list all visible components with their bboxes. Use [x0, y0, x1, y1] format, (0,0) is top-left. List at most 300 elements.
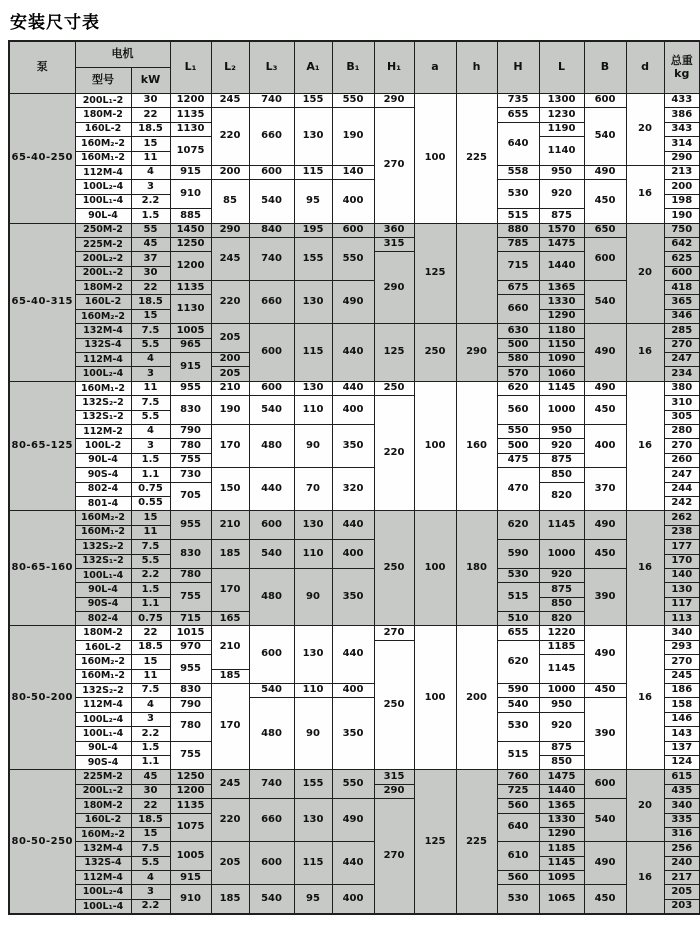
- table-cell: 1440: [539, 252, 584, 281]
- table-cell: 18.5: [131, 295, 170, 309]
- model-cell: 90L-4: [75, 583, 131, 597]
- table-cell: 950: [539, 424, 584, 438]
- model-cell: 180M-2: [75, 108, 131, 122]
- table-cell: 262: [664, 511, 700, 525]
- table-cell: 150: [211, 468, 249, 511]
- table-cell: 1005: [170, 324, 211, 338]
- table-cell: 1180: [539, 324, 584, 338]
- table-cell: 1145: [539, 381, 584, 395]
- table-cell: 360: [374, 223, 414, 237]
- table-cell: 315: [374, 770, 414, 784]
- col-header-L3: L₃: [249, 41, 294, 94]
- table-cell: 1145: [539, 856, 584, 870]
- table-cell: 1145: [539, 511, 584, 540]
- table-cell: 1300: [539, 94, 584, 108]
- model-cell: 200L₁-2: [75, 784, 131, 798]
- table-cell: 335: [664, 813, 700, 827]
- table-cell: 1475: [539, 770, 584, 784]
- table-cell: 198: [664, 194, 700, 208]
- model-cell: 100L₁-4: [75, 194, 131, 208]
- table-cell: 346: [664, 309, 700, 323]
- pump-cell: 80-50-200: [9, 626, 75, 770]
- table-cell: 293: [664, 640, 700, 654]
- table-cell: 490: [584, 165, 626, 179]
- model-cell: 160M₂-2: [75, 137, 131, 151]
- table-cell: 1000: [539, 540, 584, 569]
- model-cell: 250M-2: [75, 223, 131, 237]
- table-cell: 170: [211, 424, 249, 467]
- table-cell: 400: [332, 396, 374, 425]
- table-cell: 790: [170, 698, 211, 712]
- table-cell: 155: [294, 237, 332, 280]
- model-cell: 100L₂-4: [75, 180, 131, 194]
- table-cell: 650: [584, 223, 626, 237]
- table-cell: 22: [131, 626, 170, 640]
- pump-cell: 65-40-315: [9, 223, 75, 381]
- table-cell: 205: [211, 367, 249, 381]
- table-cell: 440: [332, 324, 374, 382]
- table-cell: 70: [294, 468, 332, 511]
- table-cell: 245: [211, 770, 249, 799]
- col-header-L: L: [539, 41, 584, 94]
- table-cell: 350: [332, 424, 374, 467]
- table-cell: 600: [584, 770, 626, 799]
- table-cell: 715: [497, 252, 539, 281]
- table-cell: 113: [664, 612, 700, 626]
- col-header-B: B: [584, 41, 626, 94]
- table-cell: 4: [131, 353, 170, 367]
- table-cell: 450: [584, 885, 626, 914]
- table-cell: 450: [584, 540, 626, 569]
- model-cell: 112M-2: [75, 424, 131, 438]
- table-cell: 245: [211, 94, 249, 108]
- table-cell: 450: [584, 396, 626, 425]
- model-cell: 160M₂-2: [75, 655, 131, 669]
- model-cell: 112M-4: [75, 698, 131, 712]
- table-cell: 386: [664, 108, 700, 122]
- model-cell: 112M-4: [75, 353, 131, 367]
- table-cell: 290: [211, 223, 249, 237]
- table-cell: 340: [664, 626, 700, 640]
- table-cell: 4: [131, 165, 170, 179]
- table-cell: 1000: [539, 684, 584, 698]
- table-cell: 158: [664, 698, 700, 712]
- table-cell: 100: [414, 626, 456, 770]
- table-cell: 95: [294, 180, 332, 223]
- table-cell: 675: [497, 281, 539, 295]
- table-cell: 1290: [539, 827, 584, 841]
- table-cell: 11: [131, 525, 170, 539]
- model-cell: 801-4: [75, 496, 131, 510]
- table-cell: 480: [249, 568, 294, 626]
- table-cell: 3: [131, 885, 170, 899]
- table-cell: 440: [332, 381, 374, 395]
- col-header-h: h: [456, 41, 497, 94]
- table-cell: 970: [170, 640, 211, 654]
- table-cell: 1365: [539, 799, 584, 813]
- table-cell: 1220: [539, 626, 584, 640]
- table-cell: 490: [584, 626, 626, 684]
- model-cell: 132M-4: [75, 324, 131, 338]
- table-cell: 16: [626, 626, 664, 770]
- table-cell: 130: [664, 583, 700, 597]
- model-cell: 100L₂-4: [75, 712, 131, 726]
- table-cell: 30: [131, 784, 170, 798]
- table-cell: 220: [211, 281, 249, 324]
- table-cell: 450: [584, 180, 626, 223]
- table-cell: 5.5: [131, 554, 170, 568]
- table-cell: 7.5: [131, 842, 170, 856]
- table-cell: 2.2: [131, 899, 170, 914]
- table-cell: 242: [664, 496, 700, 510]
- table-cell: 250: [374, 511, 414, 626]
- model-cell: 160M₁-2: [75, 381, 131, 395]
- table-cell: 920: [539, 568, 584, 582]
- col-header-model: 型号: [75, 68, 131, 94]
- model-cell: 180M-2: [75, 281, 131, 295]
- table-cell: 110: [294, 396, 332, 425]
- col-header-motor: 电机: [75, 41, 170, 68]
- table-cell: 155: [294, 94, 332, 108]
- table-cell: 256: [664, 842, 700, 856]
- table-cell: 620: [497, 381, 539, 395]
- table-cell: 20: [626, 94, 664, 166]
- table-cell: 314: [664, 137, 700, 151]
- table-cell: 16: [626, 324, 664, 382]
- table-cell: 270: [374, 799, 414, 915]
- table-cell: 195: [294, 223, 332, 237]
- table-cell: 615: [664, 770, 700, 784]
- table-cell: 115: [294, 842, 332, 885]
- model-cell: 160L-2: [75, 640, 131, 654]
- table-cell: 125: [414, 770, 456, 914]
- table-cell: 540: [584, 108, 626, 166]
- table-cell: 225: [456, 94, 497, 224]
- table-cell: 1145: [539, 655, 584, 684]
- model-cell: 200L₁-2: [75, 266, 131, 280]
- table-cell: 205: [664, 885, 700, 899]
- table-cell: 130: [294, 108, 332, 166]
- table-cell: 125: [374, 324, 414, 382]
- table-cell: 90: [294, 424, 332, 467]
- table-cell: 7.5: [131, 684, 170, 698]
- table-row: [9, 381, 700, 395]
- table-cell: 45: [131, 237, 170, 251]
- table-cell: 244: [664, 482, 700, 496]
- table-row: [9, 770, 700, 784]
- table-cell: 1290: [539, 309, 584, 323]
- table-row: [9, 237, 700, 251]
- table-cell: 480: [249, 424, 294, 467]
- table-cell: 4: [131, 698, 170, 712]
- table-cell: 965: [170, 338, 211, 352]
- table-cell: 590: [497, 684, 539, 698]
- table-cell: 1.1: [131, 597, 170, 611]
- table-row: [9, 885, 700, 899]
- table-cell: 22: [131, 799, 170, 813]
- table-cell: 875: [539, 453, 584, 467]
- table-cell: 950: [539, 165, 584, 179]
- table-row: [9, 424, 700, 438]
- table-cell: 1250: [170, 770, 211, 784]
- table-row: [9, 468, 700, 482]
- table-row: [9, 165, 700, 179]
- table-cell: 1.1: [131, 755, 170, 769]
- table-cell: 225: [456, 770, 497, 914]
- table-cell: 270: [374, 626, 414, 640]
- table-cell: 850: [539, 597, 584, 611]
- table-cell: 100: [414, 94, 456, 224]
- table-cell: 1230: [539, 108, 584, 122]
- table-cell: 380: [664, 381, 700, 395]
- table-cell: 270: [664, 439, 700, 453]
- table-row: [9, 799, 700, 813]
- table-cell: 200: [664, 180, 700, 194]
- table-cell: 570: [497, 367, 539, 381]
- table-cell: 550: [497, 424, 539, 438]
- table-cell: 610: [497, 842, 539, 871]
- table-cell: 0.55: [131, 496, 170, 510]
- table-cell: 217: [664, 871, 700, 885]
- table-cell: 490: [332, 799, 374, 842]
- table-cell: 750: [664, 223, 700, 237]
- table-cell: 247: [664, 353, 700, 367]
- table-cell: 540: [249, 540, 294, 569]
- table-cell: 350: [332, 698, 374, 770]
- table-cell: 170: [211, 684, 249, 770]
- table-cell: 1075: [170, 137, 211, 166]
- table-cell: 5.5: [131, 856, 170, 870]
- table-cell: 0.75: [131, 612, 170, 626]
- col-header-L1: L₁: [170, 41, 211, 94]
- model-cell: 100L-2: [75, 439, 131, 453]
- table-cell: 180: [456, 511, 497, 626]
- table-cell: 510: [497, 612, 539, 626]
- table-cell: 560: [497, 396, 539, 425]
- table-cell: 660: [249, 281, 294, 324]
- pump-cell: 80-65-125: [9, 381, 75, 511]
- model-cell: 100L₂-4: [75, 885, 131, 899]
- table-cell: 210: [211, 626, 249, 669]
- table-cell: 830: [170, 540, 211, 569]
- table-cell: 15: [131, 827, 170, 841]
- table-cell: 655: [497, 108, 539, 122]
- table-cell: 170: [664, 554, 700, 568]
- model-cell: 90S-4: [75, 468, 131, 482]
- table-cell: 1200: [170, 252, 211, 281]
- table-cell: 238: [664, 525, 700, 539]
- table-cell: 440: [332, 626, 374, 684]
- table-cell: 110: [294, 684, 332, 698]
- table-cell: 16: [626, 165, 664, 223]
- table-cell: 124: [664, 755, 700, 769]
- table-cell: 470: [497, 468, 539, 511]
- install-dimensions-table: [8, 40, 700, 915]
- table-cell: 530: [497, 885, 539, 914]
- table-cell: 850: [539, 755, 584, 769]
- table-cell: 11: [131, 669, 170, 683]
- table-cell: 2.2: [131, 727, 170, 741]
- table-cell: 490: [584, 324, 626, 382]
- table-cell: 390: [584, 568, 626, 626]
- pump-cell: 80-65-160: [9, 511, 75, 626]
- table-cell: 234: [664, 367, 700, 381]
- table-cell: 85: [211, 180, 249, 223]
- table-cell: 558: [497, 165, 539, 179]
- table-cell: 1095: [539, 871, 584, 885]
- table-cell: 418: [664, 281, 700, 295]
- model-cell: 160M₂-2: [75, 309, 131, 323]
- table-cell: 18.5: [131, 640, 170, 654]
- table-cell: 735: [497, 94, 539, 108]
- table-cell: 22: [131, 281, 170, 295]
- table-cell: 540: [584, 799, 626, 842]
- col-header-d: d: [626, 41, 664, 94]
- model-cell: 112M-4: [75, 165, 131, 179]
- table-cell: 11: [131, 381, 170, 395]
- table-cell: 16: [626, 511, 664, 626]
- table-cell: 4: [131, 871, 170, 885]
- table-cell: 365: [664, 295, 700, 309]
- table-cell: 450: [584, 684, 626, 698]
- table-cell: 20: [626, 223, 664, 324]
- table-cell: 185: [211, 540, 249, 569]
- table-cell: 915: [170, 165, 211, 179]
- table-cell: 1.5: [131, 583, 170, 597]
- table-cell: 190: [332, 108, 374, 166]
- model-cell: 225M-2: [75, 237, 131, 251]
- table-row: [9, 108, 700, 122]
- table-cell: 540: [497, 698, 539, 712]
- table-cell: 715: [170, 612, 211, 626]
- table-cell: 530: [497, 568, 539, 582]
- table-cell: 55: [131, 223, 170, 237]
- table-cell: 475: [497, 453, 539, 467]
- table-cell: 0.75: [131, 482, 170, 496]
- model-cell: 100L₁-4: [75, 899, 131, 914]
- table-cell: 500: [497, 439, 539, 453]
- table-cell: 490: [584, 511, 626, 540]
- table-cell: 190: [664, 209, 700, 223]
- table-cell: 755: [170, 583, 211, 612]
- table-cell: 440: [249, 468, 294, 511]
- table-cell: 316: [664, 827, 700, 841]
- table-cell: 955: [170, 511, 211, 540]
- table-cell: 140: [664, 568, 700, 582]
- table-cell: 1.5: [131, 741, 170, 755]
- model-cell: 100L₁-4: [75, 568, 131, 582]
- table-cell: 16: [626, 842, 664, 914]
- table-cell: 540: [249, 180, 294, 223]
- table-cell: 880: [497, 223, 539, 237]
- table-cell: 730: [170, 468, 211, 482]
- table-cell: 185: [211, 885, 249, 914]
- model-cell: 132S₁-2: [75, 410, 131, 424]
- model-cell: 200L₁-2: [75, 94, 131, 108]
- table-cell: 440: [332, 511, 374, 540]
- total-weight-label: 总重: [670, 54, 693, 68]
- table-cell: 30: [131, 94, 170, 108]
- table-cell: 213: [664, 165, 700, 179]
- col-header-pump: 泵: [9, 41, 75, 94]
- table-cell: 920: [539, 712, 584, 741]
- table-cell: 780: [170, 712, 211, 741]
- table-body: [9, 94, 700, 915]
- table-cell: 780: [170, 439, 211, 453]
- table-cell: 580: [497, 353, 539, 367]
- table-cell: 1015: [170, 626, 211, 640]
- table-cell: 130: [294, 511, 332, 540]
- table-cell: 130: [294, 626, 332, 684]
- table-cell: 660: [249, 108, 294, 166]
- model-cell: 160M₂-2: [75, 511, 131, 525]
- model-cell: 90L-4: [75, 453, 131, 467]
- table-cell: 1000: [539, 396, 584, 425]
- table-cell: 1140: [539, 137, 584, 166]
- table-cell: 7.5: [131, 324, 170, 338]
- table-cell: 100: [414, 381, 456, 511]
- table-cell: 205: [211, 324, 249, 353]
- table-cell: 950: [539, 698, 584, 712]
- table-cell: 540: [249, 396, 294, 425]
- table-cell: 4: [131, 424, 170, 438]
- table-cell: 955: [170, 655, 211, 684]
- model-cell: 160M₁-2: [75, 669, 131, 683]
- model-cell: 160L-2: [75, 122, 131, 136]
- model-cell: 802-4: [75, 612, 131, 626]
- table-cell: 440: [332, 842, 374, 885]
- table-cell: 660: [249, 799, 294, 842]
- table-cell: 540: [249, 885, 294, 914]
- table-cell: 550: [332, 94, 374, 108]
- table-cell: 433: [664, 94, 700, 108]
- table-cell: 240: [664, 856, 700, 870]
- table-cell: 740: [249, 237, 294, 280]
- table-cell: 480: [249, 698, 294, 770]
- model-cell: 132M-4: [75, 842, 131, 856]
- model-cell: 160M₁-2: [75, 151, 131, 165]
- table-cell: 600: [664, 266, 700, 280]
- table-cell: 350: [332, 568, 374, 626]
- table-cell: 490: [584, 381, 626, 395]
- table-cell: 500: [497, 338, 539, 352]
- table-cell: 290: [374, 784, 414, 798]
- table-cell: 205: [211, 842, 249, 885]
- table-cell: 725: [497, 784, 539, 798]
- table-cell: 1475: [539, 237, 584, 251]
- model-cell: 200L₂-2: [75, 252, 131, 266]
- table-cell: 530: [497, 712, 539, 741]
- table-row: [9, 281, 700, 295]
- table-cell: 1135: [170, 281, 211, 295]
- table-cell: 18.5: [131, 813, 170, 827]
- table-row: [9, 94, 700, 108]
- table-cell: 30: [131, 266, 170, 280]
- table-cell: 600: [332, 223, 374, 237]
- table-cell: 640: [497, 122, 539, 165]
- table-cell: 590: [497, 540, 539, 569]
- table-cell: 5.5: [131, 338, 170, 352]
- table-cell: 1450: [170, 223, 211, 237]
- table-cell: 920: [539, 439, 584, 453]
- model-cell: 132S-4: [75, 338, 131, 352]
- table-cell: 170: [211, 568, 249, 611]
- table-cell: 247: [664, 468, 700, 482]
- table-cell: 290: [374, 252, 414, 324]
- table-cell: 285: [664, 324, 700, 338]
- page-title: 安装尺寸表: [10, 13, 100, 33]
- table-cell: 220: [374, 396, 414, 511]
